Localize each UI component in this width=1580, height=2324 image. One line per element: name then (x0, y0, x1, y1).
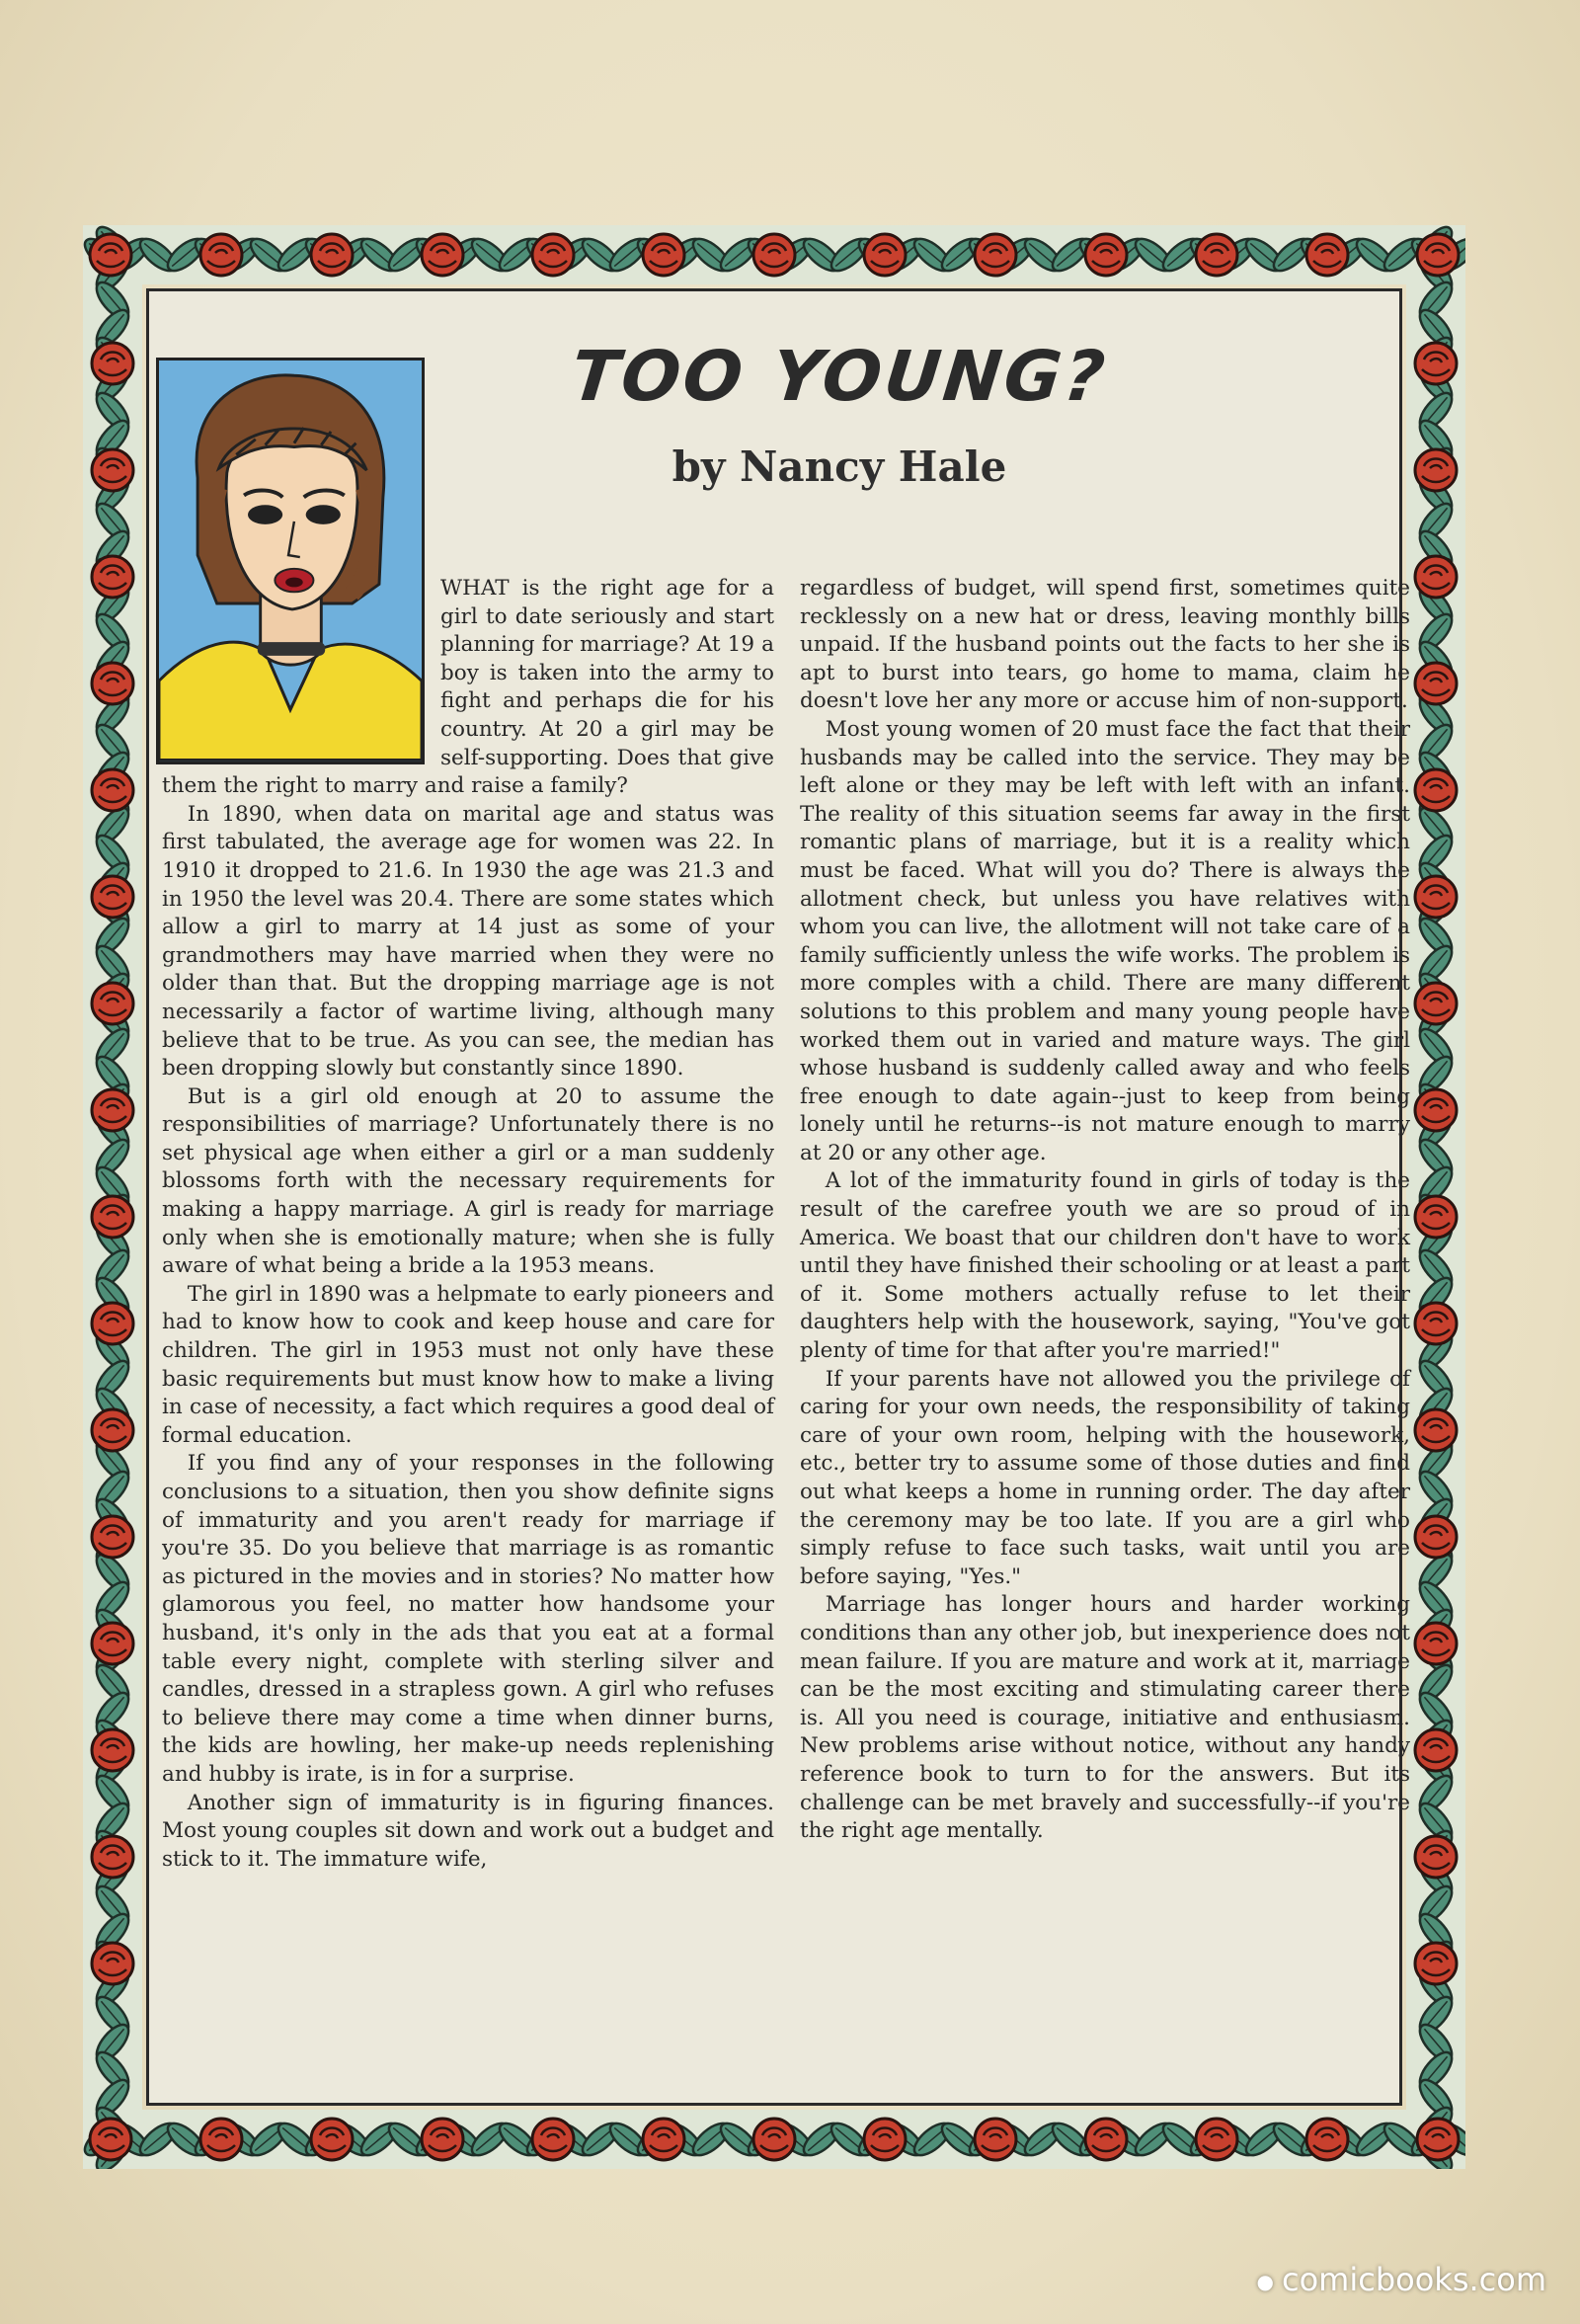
rose-ornament (1196, 2119, 1237, 2160)
rose-ornament (1415, 1303, 1457, 1344)
rose-ornament (92, 1303, 133, 1344)
rose-ornament (92, 343, 133, 384)
rose-ornament (864, 234, 906, 276)
rose-ornament (92, 1196, 133, 1238)
rose-ornament (1415, 1623, 1457, 1664)
rose-ornament (643, 234, 684, 276)
rose-ornament (1415, 1729, 1457, 1771)
watermark-text: comicbooks.com (1281, 2261, 1546, 2298)
rose-ornament (1306, 234, 1348, 276)
rose-ornament (1415, 1836, 1457, 1878)
rose-ornament (92, 983, 133, 1024)
portrait-wrap-space (162, 575, 440, 770)
rose-ornament (1415, 1089, 1457, 1131)
article-column-right (800, 575, 1410, 1846)
paragraph: If your parents have not allowed you the privilege of caring for your own needs, the responsibility of taking care of your own room, helping with the housework, etc., better try to assume some of those duties and find out what keeps a home in running order. The day after the ceremony may be too late. If you are a girl who simply refuse to face such tasks, wait until you are before saying, "Yes." (800, 1366, 1410, 1589)
rose-ornament (643, 2119, 684, 2160)
bullet-dot-icon: ● (1256, 2270, 1274, 2293)
article-byline: by Nancy Hale (672, 442, 1007, 491)
rose-ornament (92, 876, 133, 918)
site-watermark (1257, 2261, 1546, 2298)
rose-ornament (92, 1729, 133, 1771)
rose-ornament (1415, 876, 1457, 918)
rose-ornament (1417, 234, 1459, 276)
rose-ornament (311, 234, 353, 276)
rose-ornament (532, 2119, 574, 2160)
rose-ornament (1415, 1516, 1457, 1558)
rose-ornament (864, 2119, 906, 2160)
rose-ornament (1415, 556, 1457, 598)
paragraph: Most young women of 20 must face the fact that their husbands may be called into the service. They may be left alone or they may be left with left with an infant. The reality of this situation seems far away in the first romantic plans of marriage, but it is a reality which must be faced. What will you do? There is always the allotment check, but unless you have relatives with whom you can live, the allotment will not take care of a family sufficiently unless the wife works. The problem is more comples with a child. There are many different solutions to this problem and many young people have worked them out in varied and mature ways. The girl whose husband is suddenly called away and who feels free enough to date again--just to keep from being lonely until he returns--is not mature enough to marry at 20 or any other age. (800, 716, 1410, 1165)
rose-ornament (90, 2119, 131, 2160)
rose-ornament (200, 2119, 242, 2160)
rose-ornament (1196, 234, 1237, 276)
rose-ornament (311, 2119, 353, 2160)
rose-ornament (1085, 234, 1127, 276)
rose-ornament (1415, 1943, 1457, 1984)
rose-ornament (1415, 769, 1457, 811)
paragraph: The girl in 1890 was a helpmate to early pioneers and had to know how to cook and keep house and care for children. The girl in 1953 must not only have these basic requirements but must know how to make a living in case of necessity, a fact which requires a good deal of formal education. (162, 1281, 774, 1448)
rose-ornament (92, 769, 133, 811)
paragraph: A lot of the immaturity found in girls of today is the result of the carefree youth we are so proud of in America. We boast that our children don't have to work until they have finished their schooling or at least a part of it. Some mothers actually refuse to let their daughters help with the housework, saying, "You've got plenty of time for that after you're married!" (800, 1168, 1410, 1364)
rose-ornament (753, 2119, 795, 2160)
rose-ornament (92, 556, 133, 598)
paragraph: Another sign of immaturity is in figuring finances. Most young couples sit down and work out a budget and stick to it. The immature wife, (162, 1790, 774, 1872)
rose-ornament (1306, 2119, 1348, 2160)
rose-ornament (92, 1943, 133, 1984)
rose-ornament (1415, 1196, 1457, 1238)
paragraph: WHAT is the right age for a girl to date seriously and start planning for marriage? At 19 a boy is taken into the army to fight and perhaps die for his country. At 20 a girl may be self-supporting. Does that give them the right to marry and raise a family? (162, 576, 774, 799)
rose-ornament (1415, 1409, 1457, 1451)
rose-ornament (975, 2119, 1016, 2160)
rose-ornament (92, 1836, 133, 1878)
rose-ornament (92, 1409, 133, 1451)
paragraph: regardless of budget, will spend first, sometimes quite recklessly on a new hat or dress, leaving monthly bills unpaid. If the husband points out the facts to her she is apt to burst into tears, go home to mama, claim he doesn't love her any more or accuse him of non-support. (800, 576, 1410, 714)
article-column-left (162, 575, 774, 2056)
rose-ornament (92, 663, 133, 704)
rose-ornament (422, 2119, 463, 2160)
paragraph: In 1890, when data on marital age and status was first tabulated, the average age for women was 22. In 1910 it dropped to 21.6. In 1930 the age was 21.3 and in 1950 the level was 20.4. There are some states which allow a girl to marry at 14 just as some of your grandmothers may have married when they were no older than that. But the dropping marriage age is not necessarily a factor of wartime living, although many believe that to be true. As you can see, the median has been dropping slowly but constantly since 1890. (162, 801, 774, 1082)
rose-ornament (1085, 2119, 1127, 2160)
rose-ornament (1415, 983, 1457, 1024)
rose-ornament (532, 234, 574, 276)
paragraph: But is a girl old enough at 20 to assume the responsibilities of marriage? Unfortunately there is no set physical age when either a girl or a man suddenly blossoms forth with the necessary requirements for making a happy marriage. A girl is ready for marriage only when she is emotionally mature; when she is fully aware of what being a bride a la 1953 means. (162, 1083, 774, 1279)
rose-ornament (92, 1089, 133, 1131)
paragraph: If you find any of your responses in the following conclusions to a situation, then you show definite signs of immaturity and you aren't ready for marriage if you're 35. Do you believe that marriage is as romantic as pictured in the movies and in stories? No matter how glamorous you feel, no matter how handsome your husband, it's only in the ads that you eat at a formal table every night, complete with sterling silver and candles, dressed in a strapless gown. A girl who refuses to believe there may come a time when dinner burns, the kids are howling, her make-up needs replenishing and hubby is irate, is in for a surprise. (162, 1451, 774, 1787)
paragraph: Marriage has longer hours and harder working conditions than any other job, but inexperience does not mean failure. If you are mature and work at it, marriage can be the most exciting and stimulating career there is. All you need is courage, initiative and enthusiasm. New problems arise without notice, without any handy reference book to turn to for the answers. But its challenge can be met bravely and successfully--if you're the right age mentally. (800, 1592, 1410, 1844)
rose-ornament (1415, 343, 1457, 384)
rose-ornament (753, 234, 795, 276)
rose-ornament (90, 234, 131, 276)
rose-ornament (1415, 663, 1457, 704)
rose-ornament (200, 234, 242, 276)
rose-ornament (422, 234, 463, 276)
rose-ornament (92, 1516, 133, 1558)
article-title: TOO YOUNG? (567, 336, 1112, 417)
rose-ornament (1415, 449, 1457, 491)
rose-ornament (975, 234, 1016, 276)
rose-ornament (1417, 2119, 1459, 2160)
rose-ornament (92, 1623, 133, 1664)
rose-ornament (92, 449, 133, 491)
